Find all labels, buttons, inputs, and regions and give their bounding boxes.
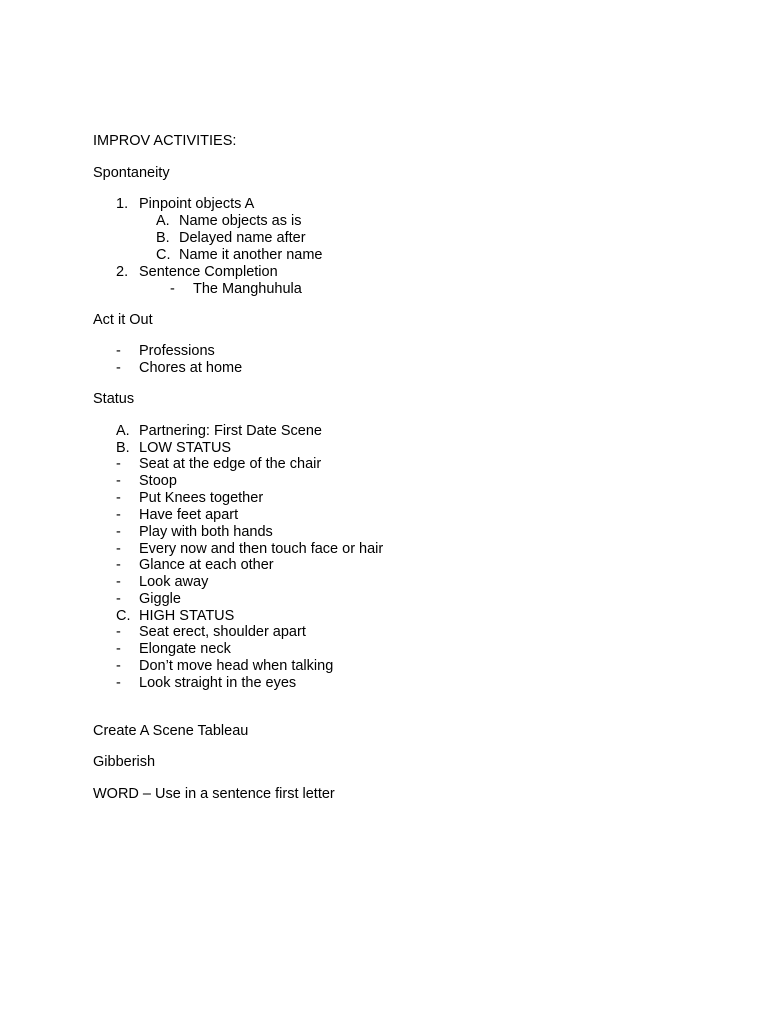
list-item-text: Have feet apart	[139, 507, 239, 523]
list-marker: -	[116, 574, 121, 590]
list-marker: -	[116, 658, 121, 674]
list-item-text: Don’t move head when talking	[139, 658, 334, 674]
list-item-text: LOW STATUS	[139, 440, 232, 456]
list-marker: 2.	[116, 264, 129, 280]
section-heading-gibberish: Gibberish	[93, 754, 156, 770]
list-item-text: Glance at each other	[139, 557, 274, 573]
list-marker: -	[170, 281, 175, 297]
list-marker: B.	[116, 440, 130, 456]
section-heading-act-it-out: Act it Out	[93, 312, 153, 328]
list-marker: -	[116, 507, 121, 523]
list-marker: -	[116, 641, 121, 657]
list-item-text: Sentence Completion	[139, 264, 278, 280]
list-item-text: Partnering: First Date Scene	[139, 423, 322, 439]
list-marker: C.	[156, 247, 171, 263]
list-item-text: Stoop	[139, 473, 177, 489]
list-marker: -	[116, 541, 121, 557]
list-marker: -	[116, 524, 121, 540]
list-item-text: Look straight in the eyes	[139, 675, 297, 691]
list-marker: -	[116, 624, 121, 640]
list-marker: -	[116, 360, 121, 376]
list-item-text: Every now and then touch face or hair	[139, 541, 384, 557]
list-marker: -	[116, 675, 121, 691]
list-item-text: Seat at the edge of the chair	[139, 456, 322, 472]
list-item-text: Professions	[139, 343, 215, 359]
list-marker: -	[116, 490, 121, 506]
section-heading-spontaneity: Spontaneity	[93, 165, 170, 181]
list-item-text: Seat erect, shoulder apart	[139, 624, 306, 640]
list-item-text: Delayed name after	[179, 230, 306, 246]
list-marker: -	[116, 473, 121, 489]
list-item-text: Pinpoint objects A	[139, 196, 255, 212]
list-marker: -	[116, 557, 121, 573]
list-marker: A.	[116, 423, 130, 439]
list-item-text: Name objects as is	[179, 213, 302, 229]
list-item-text: Put Knees together	[139, 490, 264, 506]
section-heading-create-scene: Create A Scene Tableau	[93, 723, 249, 739]
list-marker: B.	[156, 230, 170, 246]
document-title: IMPROV ACTIVITIES:	[93, 133, 237, 149]
list-marker: -	[116, 591, 121, 607]
list-item-text: Giggle	[139, 591, 181, 607]
list-marker: A.	[156, 213, 170, 229]
list-item-text: Look away	[139, 574, 209, 590]
list-item-text: HIGH STATUS	[139, 608, 235, 624]
list-item-text: Name it another name	[179, 247, 323, 263]
list-marker: -	[116, 456, 121, 472]
list-item-text: The Manghuhula	[193, 281, 302, 297]
section-heading-status: Status	[93, 391, 135, 407]
list-item-text: Play with both hands	[139, 524, 273, 540]
list-item-text: Elongate neck	[139, 641, 231, 657]
list-marker: -	[116, 343, 121, 359]
list-marker: C.	[116, 608, 131, 624]
section-heading-word: WORD – Use in a sentence first letter	[93, 786, 335, 802]
list-marker: 1.	[116, 196, 129, 212]
list-item-text: Chores at home	[139, 360, 243, 376]
